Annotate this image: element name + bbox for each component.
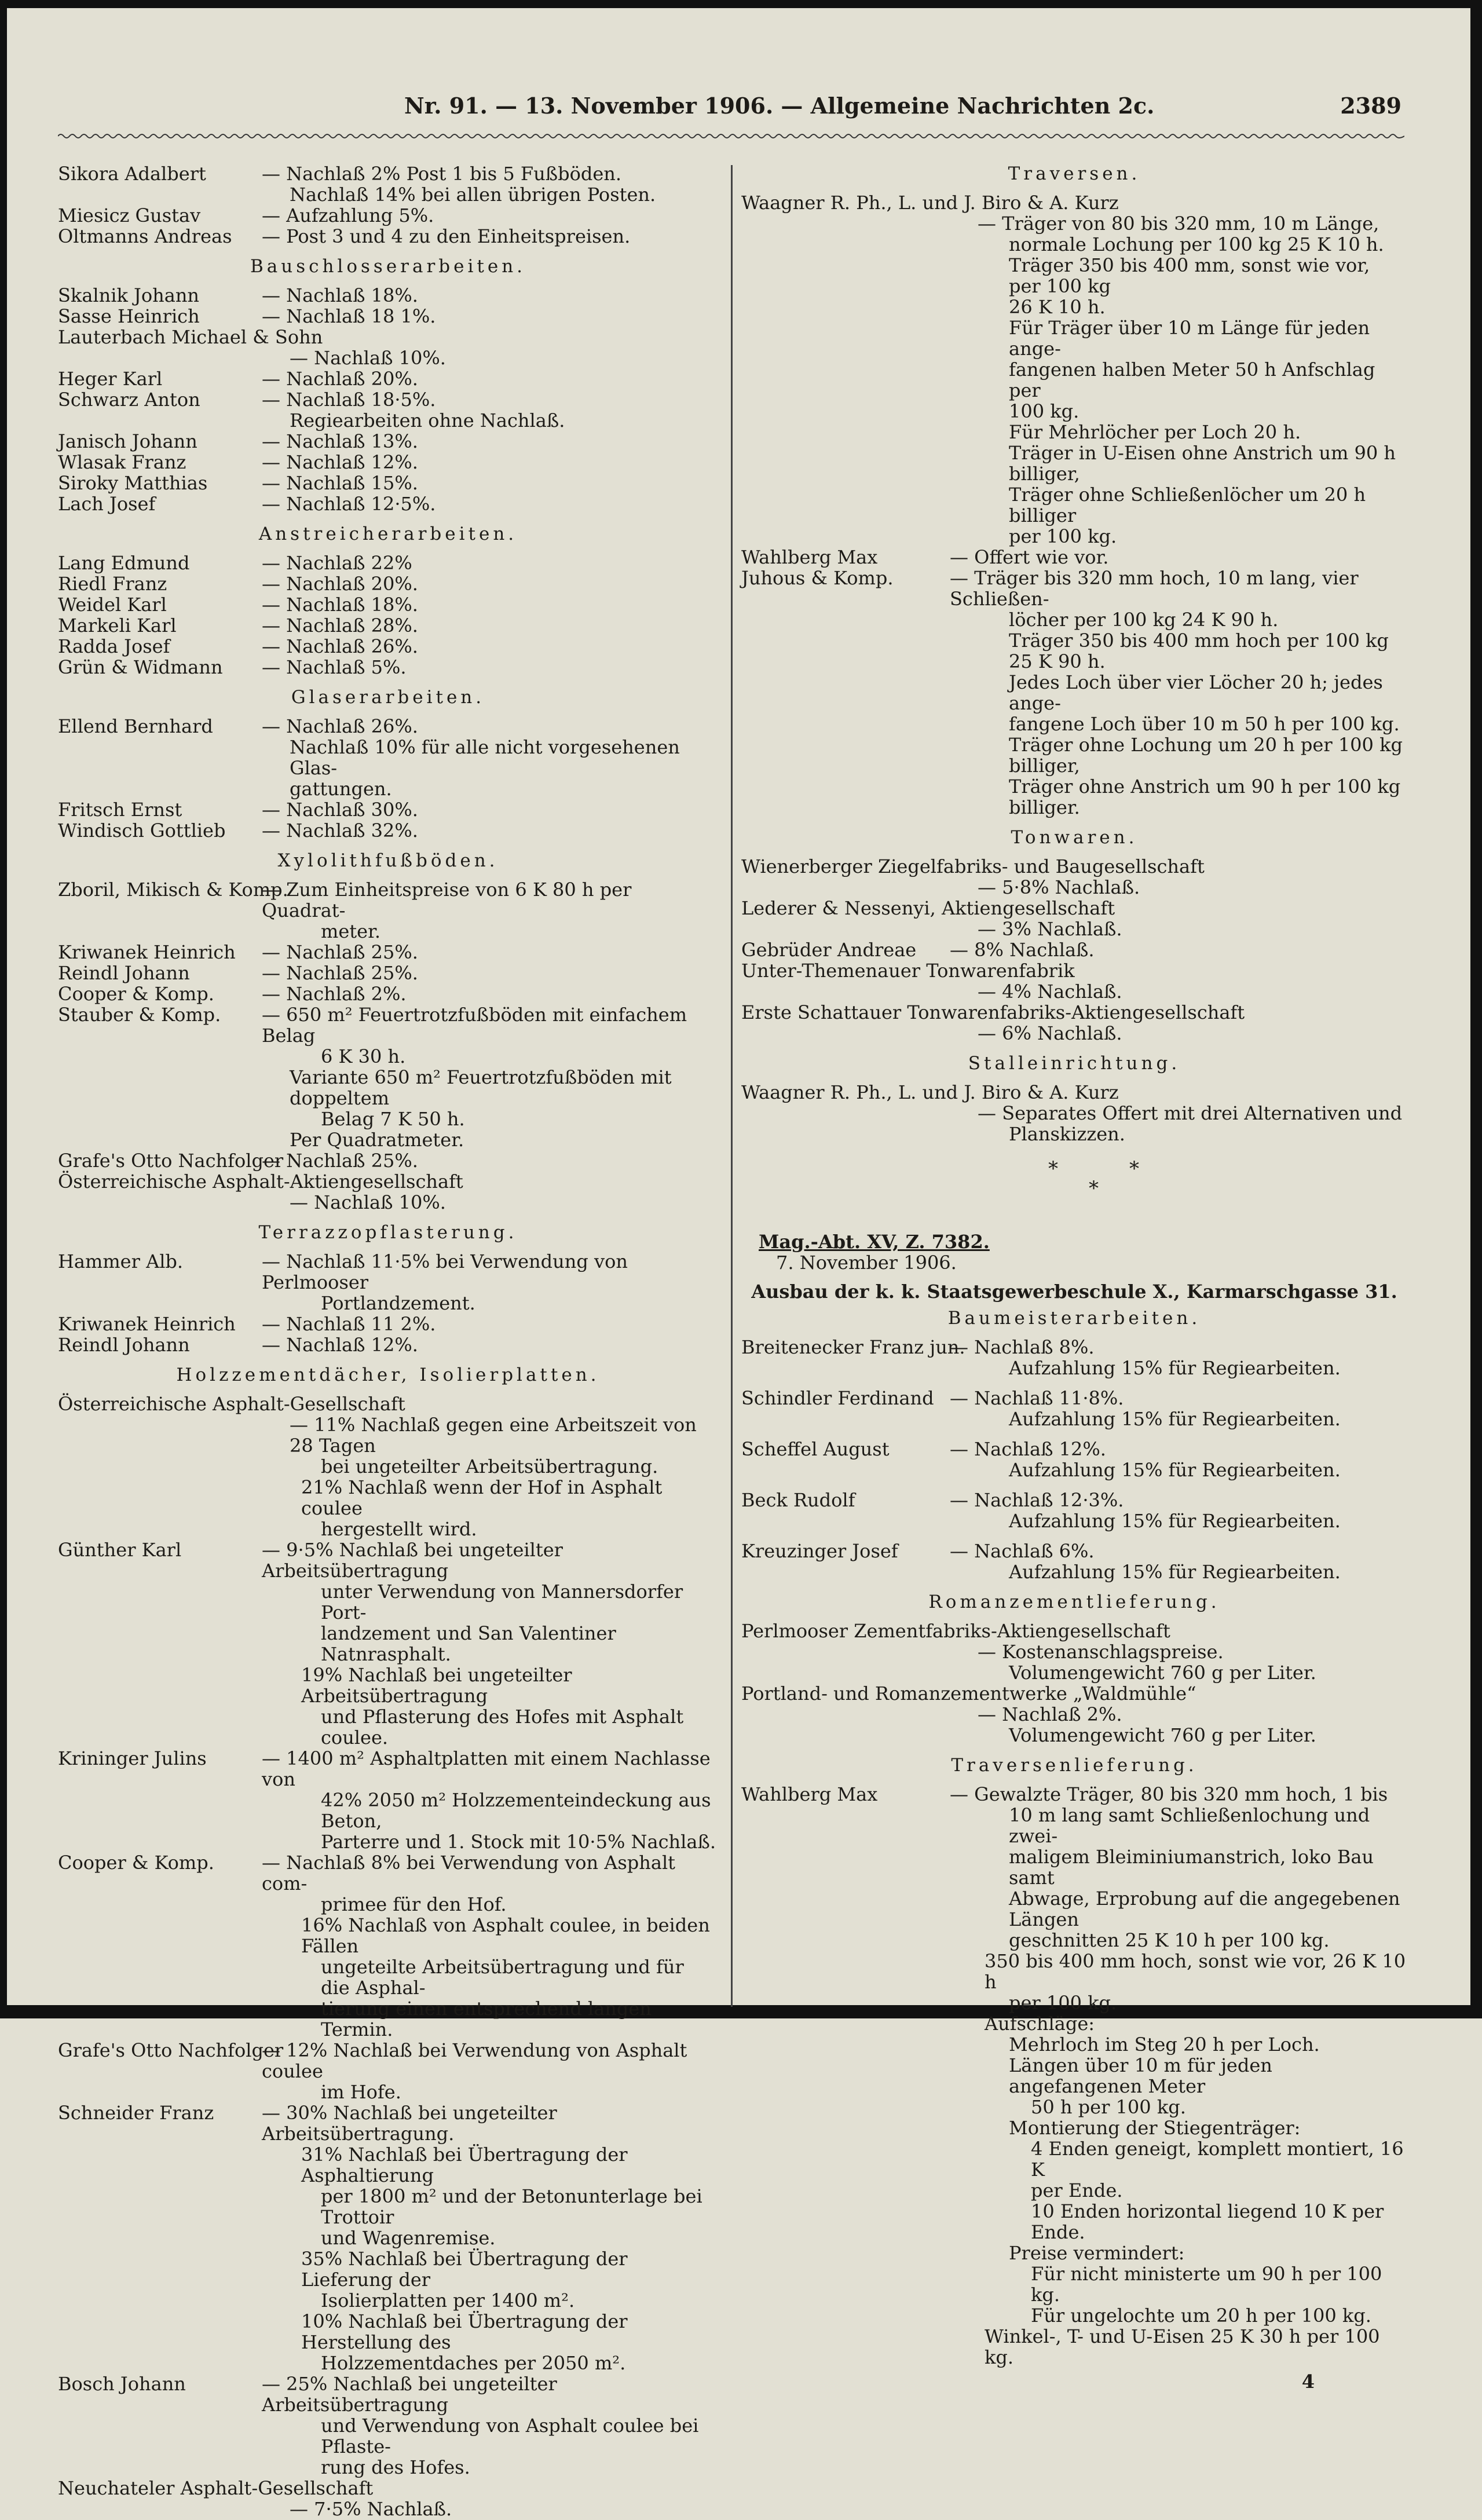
list-item <box>58 716 718 737</box>
bidder-name: Stauber & Komp. <box>58 1004 221 1026</box>
bid-text: — Nachlaß 22% <box>262 552 412 574</box>
section-heading: Terrazzopflasterung. <box>258 1222 518 1243</box>
bid-text: 25 K 90 h. <box>1009 650 1106 672</box>
bid-text: 31% Nachlaß bei Übertragung der Asphaltierung <box>301 2144 628 2186</box>
bid-text: löcher per 100 kg 24 K 90 h. <box>1009 609 1279 631</box>
bid-text: im Hofe. <box>321 2081 401 2103</box>
list-item <box>741 1541 1407 1561</box>
bid-text: 10 m lang samt Schließenlochung und zwei- <box>1009 1804 1370 1847</box>
bid-text: — Nachlaß 20%. <box>262 368 418 390</box>
list-item <box>58 452 718 473</box>
bid-text: — Nachlaß 25%. <box>262 941 418 963</box>
bid-text: — Nachlaß 6%. <box>950 1540 1095 1562</box>
bid-text: maligem Bleiminiumanstrich, loko Bau samt <box>1009 1846 1374 1889</box>
bid-text: 10 Enden horizontal liegend 10 K per Ende. <box>1031 2200 1384 2243</box>
bid-text: primee für den Hof. <box>321 1893 507 1915</box>
bid-text: — 3% Nachlaß. <box>978 918 1122 940</box>
bid-text: — Nachlaß 26%. <box>262 635 418 657</box>
bid-text: rung des Hofes. <box>321 2456 470 2478</box>
bidder-name: Skalnik Johann <box>58 284 200 306</box>
asterism <box>741 1158 1407 1210</box>
section-heading: Anstreicherarbeiten. <box>258 524 518 544</box>
bid-text: meter. <box>321 920 381 942</box>
bid-text: Nachlaß 14% bei allen übrigen Posten. <box>290 184 656 206</box>
bid-text: Regiearbeiten ohne Nachlaß. <box>290 409 565 431</box>
list-item <box>58 1852 718 1894</box>
bid-text: per 100 kg. <box>1009 525 1117 547</box>
bidder-name: Scheffel August <box>741 1438 890 1460</box>
bidder-name: Zboril, Mikisch & Komp. <box>58 879 288 901</box>
bid-text: — Nachlaß 18%. <box>262 594 418 616</box>
bidder-name: Miesicz Gustav <box>58 204 201 226</box>
bidder-name: Gebrüder Andreae <box>741 939 917 961</box>
bid-text: — Nachlaß 10%. <box>290 347 446 369</box>
bidder-name: Österreichische Asphalt-Gesellschaft <box>58 1393 405 1415</box>
list-item <box>58 389 718 410</box>
list-item <box>58 820 718 841</box>
bid-text: — 9·5% Nachlaß bei ungeteilter Arbeitsübertragung <box>262 1539 563 1582</box>
bidder-name: Lach Josef <box>58 493 156 515</box>
bid-text: — Gewalzte Träger, 80 bis 320 mm hoch, 1 bis <box>950 1783 1388 1805</box>
header-page-number: 2389 <box>1340 93 1402 119</box>
bid-text: — Nachlaß 12·3%. <box>950 1489 1124 1511</box>
bid-text: per 1800 m² und der Betonunterlage bei Trottoir <box>321 2185 702 2228</box>
bid-text: — Nachlaß 25%. <box>262 962 418 984</box>
bid-text: fangenen halben Meter 50 h Anfschlag per <box>1009 359 1375 401</box>
section-heading: Baumeisterarbeiten. <box>947 1308 1201 1329</box>
bid-text: — 1400 m² Asphaltplatten mit einem Nachlasse von <box>262 1747 711 1790</box>
list-item <box>58 285 718 306</box>
bid-text: — Nachlaß 11 2%. <box>262 1313 436 1335</box>
bidder-name: Juhous & Komp. <box>741 567 894 589</box>
list-item <box>741 1337 1407 1358</box>
bid-text: ungeteilte Arbeitsübertragung und für die Asphal- <box>321 1956 684 1999</box>
bid-text: — Nachlaß 18%. <box>262 284 418 306</box>
bid-text: Parterre und 1. Stock mit 10·5% Nachlaß. <box>321 1831 716 1853</box>
list-item <box>58 657 718 678</box>
bid-text: — Nachlaß 8% bei Verwendung von Asphalt com- <box>262 1852 676 1894</box>
bid-text: — Separates Offert mit drei Alternativen und <box>978 1102 1403 1124</box>
bid-text: 21% Nachlaß wenn der Hof in Asphalt coulee <box>301 1476 663 1519</box>
bidder-name: Weidel Karl <box>58 594 167 616</box>
bidder-name: Grafe's Otto Nachfolger <box>58 2039 284 2061</box>
bid-text: — Nachlaß 20%. <box>262 573 418 595</box>
bid-text: Träger ohne Anstrich um 90 h per 100 kg billiger. <box>1009 776 1401 818</box>
bidder-name: Unter-Themenauer Tonwarenfabrik <box>741 960 1075 982</box>
bid-text: 10% Nachlaß bei Übertragung der Herstellung des <box>301 2310 628 2353</box>
bidder-name: Schneider Franz <box>58 2102 214 2124</box>
section-heading: Xylolithfußböden. <box>277 850 499 871</box>
bid-text: Träger ohne Schließenlöcher um 20 h billiger <box>1009 484 1366 526</box>
right-column <box>741 163 1407 2392</box>
bid-text: 35% Nachlaß bei Übertragung der Lieferung der <box>301 2248 628 2291</box>
list-item <box>58 1004 718 1046</box>
bid-text: — Nachlaß 2%. <box>262 983 407 1005</box>
bidder-name: Fritsch Ernst <box>58 799 182 821</box>
bid-text: unter Verwendung von Mannersdorfer Port- <box>321 1581 683 1623</box>
department-reference: Mag.-Abt. XV, Z. 7382. <box>759 1231 990 1253</box>
section-heading: Holzzementdächer, Isolierplatten. <box>176 1365 600 1385</box>
list-item <box>741 1388 1407 1409</box>
left-column <box>58 163 718 2519</box>
bid-text: — 650 m² Feuertrotzfußböden mit einfachem Belag <box>262 1004 687 1047</box>
header-title: Nr. 91. — 13. November 1906. — Allgemeine Nachrichten 2c. <box>404 93 1155 119</box>
bid-text: — 30% Nachlaß bei ungeteilter Arbeitsübertragung. <box>262 2102 557 2145</box>
list-item <box>58 636 718 657</box>
list-item <box>58 493 718 514</box>
list-item <box>58 963 718 983</box>
list-item <box>58 983 718 1004</box>
bid-text: 19% Nachlaß bei ungeteilter Arbeitsübertragung <box>301 1664 572 1707</box>
bid-text: Variante 650 m² Feuertrotzfußböden mit doppeltem <box>290 1066 672 1109</box>
bid-text: 4 Enden geneigt, komplett montiert, 16 K <box>1031 2138 1404 2181</box>
bid-text: tierung einen entsprechend langen Termin. <box>321 1998 652 2040</box>
list-item <box>58 1251 718 1293</box>
bid-text: — Offert wie vor. <box>950 546 1109 568</box>
bid-text: Für Träger über 10 m Länge für jeden ange- <box>1009 317 1370 360</box>
scan-border-right <box>1470 0 1482 2018</box>
bid-text: Isolierplatten per 1400 m². <box>321 2289 575 2311</box>
bid-text: Träger ohne Lochung um 20 h per 100 kg billiger, <box>1009 734 1403 777</box>
column-divider <box>731 165 733 2007</box>
notice-date: 7. November 1906. <box>776 1252 957 1274</box>
bid-text: — Zum Einheitspreise von 6 K 80 h per Quadrat- <box>262 879 632 921</box>
bid-text: — Post 3 und 4 zu den Einheitspreisen. <box>262 225 631 247</box>
bid-text: 100 kg. <box>1009 400 1080 422</box>
bidder-name: Lauterbach Michael & Sohn <box>58 326 323 348</box>
bid-text: 6 K 30 h. <box>321 1045 406 1067</box>
bid-text: — Nachlaß 2% Post 1 bis 5 Fußböden. <box>262 163 622 185</box>
section-heading: Traversen. <box>1008 163 1141 184</box>
bid-text: — Nachlaß 28%. <box>262 615 418 637</box>
bid-text: Volumengewicht 760 g per Liter. <box>1009 1662 1316 1684</box>
bid-text: normale Lochung per 100 kg 25 K 10 h. <box>1009 233 1384 255</box>
list-item <box>58 473 718 493</box>
bid-text: — Nachlaß 12%. <box>262 451 418 473</box>
bid-text: — 11% Nachlaß gegen eine Arbeitszeit von 28 Tagen <box>290 1414 697 1457</box>
bid-text: per 100 kg. <box>1009 1992 1117 2014</box>
bid-text: Aufzahlung 15% für Regiearbeiten. <box>1009 1357 1341 1379</box>
bidder-name: Sikora Adalbert <box>58 163 206 185</box>
bidder-name: Breitenecker Franz jun. <box>741 1336 965 1358</box>
bid-text: — Nachlaß 5%. <box>262 656 407 678</box>
list-item <box>58 879 718 921</box>
list-item <box>58 799 718 820</box>
bidder-name: Cooper & Komp. <box>58 1852 214 1874</box>
bidder-name: Wahlberg Max <box>741 546 878 568</box>
bid-text: Träger 350 bis 400 mm, sonst wie vor, per 100 kg <box>1009 254 1370 297</box>
bid-text: hergestellt wird. <box>321 1518 477 1540</box>
bidder-name: Grün & Widmann <box>58 656 223 678</box>
bid-text: — Nachlaß 15%. <box>262 472 418 494</box>
bidder-name: Beck Rudolf <box>741 1489 855 1511</box>
bid-text: per Ende. <box>1031 2179 1123 2201</box>
section-heading: Stalleinrichtung. <box>968 1053 1181 1074</box>
bid-text: Aufzahlung 15% für Regiearbeiten. <box>1009 1459 1341 1481</box>
bid-text: Winkel-, T- und U-Eisen 25 K 30 h per 100 kg. <box>985 2325 1380 2368</box>
bid-text: Aufzahlung 15% für Regiearbeiten. <box>1009 1510 1341 1532</box>
list-item <box>741 939 1407 960</box>
bid-text: — 25% Nachlaß bei ungeteilter Arbeitsübertragung <box>262 2373 557 2416</box>
bidder-name: Janisch Johann <box>58 430 197 452</box>
bid-text: landzement und San Valentiner Natnrasphalt. <box>321 1622 616 1665</box>
list-item <box>58 573 718 594</box>
bid-text: — Nachlaß 18 1%. <box>262 305 436 327</box>
bid-text: 26 K 10 h. <box>1009 296 1106 318</box>
bid-text: Aufschläge: <box>985 2013 1095 2035</box>
bid-text: — Träger bis 320 mm hoch, 10 m lang, vier Schließen- <box>950 567 1359 610</box>
bidder-name: Portland- und Romanzementwerke „Waldmühle“ <box>741 1683 1196 1705</box>
bid-text: — Nachlaß 2%. <box>978 1703 1122 1725</box>
bid-text: — Nachlaß 12%. <box>950 1438 1106 1460</box>
bid-text: Planskizzen. <box>1009 1123 1125 1145</box>
bidder-name: Schwarz Anton <box>58 389 200 411</box>
list-item <box>58 2040 718 2082</box>
bid-text: Holzzementdaches per 2050 m². <box>321 2352 626 2374</box>
list-item <box>58 615 718 636</box>
list-item <box>58 368 718 389</box>
bidder-name: Heger Karl <box>58 368 163 390</box>
bid-text: Für Mehrlöcher per Loch 20 h. <box>1009 421 1301 443</box>
scan-border-left <box>0 0 7 2018</box>
asterisk: * <box>1048 1157 1058 1180</box>
section-heading: Traversenlieferung. <box>951 1755 1198 1776</box>
bid-text: Längen über 10 m für jeden angefangenen Meter <box>1009 2054 1272 2097</box>
bidder-name: Lang Edmund <box>58 552 190 574</box>
bidder-name: Radda Josef <box>58 635 170 657</box>
bid-text: — Nachlaß 18·5%. <box>262 389 436 411</box>
list-item <box>741 1784 1407 1805</box>
bidder-name: Österreichische Asphalt-Aktiengesellschaft <box>58 1171 463 1193</box>
bidder-name: Ellend Bernhard <box>58 715 213 737</box>
bidder-name: Erste Schattauer Tonwarenfabriks-Aktiengesellschaft <box>741 1001 1245 1023</box>
list-item <box>58 1150 718 1171</box>
bid-text: Belag 7 K 50 h. <box>321 1108 465 1130</box>
bid-text: — Nachlaß 8%. <box>950 1336 1095 1358</box>
list-item <box>58 2373 718 2415</box>
bid-text: Abwage, Erprobung auf die angegebenen Längen <box>1009 1888 1400 1930</box>
bid-text: — Nachlaß 32%. <box>262 820 418 842</box>
bid-text: und Pflasterung des Hofes mit Asphalt coulee. <box>321 1706 684 1749</box>
bidder-name: Schindler Ferdinand <box>741 1387 934 1409</box>
bidder-name: Grafe's Otto Nachfolger <box>58 1150 284 1172</box>
bid-text: Portlandzement. <box>321 1292 475 1314</box>
list-item <box>741 1439 1407 1460</box>
bidder-name: Wlasak Franz <box>58 451 186 473</box>
bid-text: — Nachlaß 26%. <box>262 715 418 737</box>
section-heading: Bauschlosserarbeiten. <box>250 256 526 277</box>
bid-text: Montierung der Stiegenträger: <box>1009 2117 1301 2139</box>
bidder-name: Wienerberger Ziegelfabriks- und Baugesellschaft <box>741 855 1205 877</box>
bid-text: — Nachlaß 12·5%. <box>262 493 436 515</box>
bid-text: — Nachlaß 30%. <box>262 799 418 821</box>
bid-text: — Nachlaß 13%. <box>262 430 418 452</box>
asterisk: * <box>1129 1157 1139 1180</box>
bid-text: Träger in U-Eisen ohne Anstrich um 90 h billiger, <box>1009 442 1396 485</box>
bid-text: 42% 2050 m² Holzzementeindeckung aus Beton, <box>321 1789 711 1832</box>
footer-number: 4 <box>1301 2371 1315 2393</box>
list-item <box>58 553 718 573</box>
bidder-name: Riedl Franz <box>58 573 167 595</box>
section-heading: Tonwaren. <box>1011 827 1138 848</box>
bid-text: Per Quadratmeter. <box>290 1129 464 1151</box>
bid-text: — Nachlaß 10%. <box>290 1191 446 1213</box>
bid-text: — 4% Nachlaß. <box>978 981 1122 1003</box>
bidder-name: Günther Karl <box>58 1539 182 1561</box>
bid-text: bei ungeteilter Arbeitsübertragung. <box>321 1455 658 1477</box>
bid-text: — Nachlaß 11·8%. <box>950 1387 1124 1409</box>
bidder-name: Perlmooser Zementfabriks-Aktiengesellschaft <box>741 1620 1170 1642</box>
bidder-name: Bosch Johann <box>58 2373 186 2395</box>
asterisk: * <box>1089 1177 1099 1200</box>
bidder-name: Neuchateler Asphalt-Gesellschaft <box>58 2477 374 2499</box>
bid-text: — Nachlaß 12%. <box>262 1334 418 1356</box>
bidder-name: Kriwanek Heinrich <box>58 1313 236 1335</box>
bidder-name: Waagner R. Ph., L. und J. Biro & A. Kurz <box>741 192 1119 214</box>
bid-text: — 6% Nachlaß. <box>978 1022 1122 1044</box>
bidder-name: Reindl Johann <box>58 1334 190 1356</box>
list-item <box>741 1490 1407 1510</box>
bid-text: Aufzahlung 15% für Regiearbeiten. <box>1009 1408 1341 1430</box>
bid-text: und Wagenremise. <box>321 2227 496 2249</box>
bidder-name: Krininger Julins <box>58 1747 207 1769</box>
list-item <box>741 547 1407 568</box>
bid-text: — Träger von 80 bis 320 mm, 10 m Länge, <box>978 213 1379 235</box>
bid-text: — Nachlaß 25%. <box>262 1150 418 1172</box>
bid-text: Für nicht ministerte um 90 h per 100 kg. <box>1031 2263 1382 2306</box>
bid-text: Träger 350 bis 400 mm hoch per 100 kg <box>1009 630 1389 652</box>
bidder-name: Siroky Matthias <box>58 472 208 494</box>
project-title: Ausbau der k. k. Staatsgewerbeschule X., Karmarschgasse 31. <box>751 1281 1397 1303</box>
list-item <box>58 306 718 327</box>
bidder-name: Sasse Heinrich <box>58 305 200 327</box>
bidder-name: Kreuzinger Josef <box>741 1540 898 1562</box>
list-item <box>58 163 718 184</box>
bid-text: fangene Loch über 10 m 50 h per 100 kg. <box>1009 713 1400 735</box>
bidder-name: Reindl Johann <box>58 962 190 984</box>
list-item <box>58 942 718 963</box>
list-item <box>58 594 718 615</box>
bidder-name: Markeli Karl <box>58 615 177 637</box>
bid-text: Preise vermindert: <box>1009 2242 1185 2264</box>
section-heading: Glaserarbeiten. <box>291 687 485 708</box>
bid-text: Jedes Loch über vier Löcher 20 h; jedes ange- <box>1009 671 1383 714</box>
list-item <box>58 226 718 247</box>
bid-text: 350 bis 400 mm hoch, sonst wie vor, 26 K 10 h <box>985 1950 1406 1993</box>
bid-text: — 12% Nachlaß bei Verwendung von Asphalt coulee <box>262 2039 687 2082</box>
bidder-name: Hammer Alb. <box>58 1250 184 1272</box>
bidder-name: Windisch Gottlieb <box>58 820 226 842</box>
bid-text: — 5·8% Nachlaß. <box>978 876 1140 898</box>
list-item <box>58 431 718 452</box>
list-item <box>58 1314 718 1334</box>
list-item <box>58 1334 718 1355</box>
bidder-name: Cooper & Komp. <box>58 983 214 1005</box>
bid-text: — 7·5% Nachlaß. <box>290 2498 452 2520</box>
bid-text: 16% Nachlaß von Asphalt coulee, in beiden Fällen <box>301 1914 710 1957</box>
bid-text: geschnitten 25 K 10 h per 100 kg. <box>1009 1929 1330 1951</box>
header-rule <box>58 132 1404 140</box>
list-item <box>58 1539 718 1581</box>
bid-text: 50 h per 100 kg. <box>1031 2096 1186 2118</box>
bidder-name: Oltmanns Andreas <box>58 225 232 247</box>
bid-text: Für ungelochte um 20 h per 100 kg. <box>1031 2305 1371 2327</box>
bid-text: Mehrloch im Steg 20 h per Loch. <box>1009 2033 1320 2055</box>
scan-border-top <box>0 0 1482 8</box>
bid-text: und Verwendung von Asphalt coulee bei Pflaste- <box>321 2415 699 2457</box>
list-item <box>58 1748 718 1790</box>
bid-text: Aufzahlung 15% für Regiearbeiten. <box>1009 1561 1341 1583</box>
bid-text: — Kostenanschlagspreise. <box>978 1641 1224 1663</box>
bidder-name: Lederer & Nessenyi, Aktiengesellschaft <box>741 897 1115 919</box>
bidder-name: Wahlberg Max <box>741 1783 878 1805</box>
section-heading: Romanzementlieferung. <box>928 1592 1220 1612</box>
bid-text: Nachlaß 10% für alle nicht vorgesehenen Glas- <box>290 736 680 779</box>
bid-text: gattungen. <box>290 778 392 800</box>
bid-text: — 8% Nachlaß. <box>950 939 1095 961</box>
bidder-name: Waagner R. Ph., L. und J. Biro & A. Kurz <box>741 1081 1119 1103</box>
bidder-name: Kriwanek Heinrich <box>58 941 236 963</box>
bid-text: — Aufzahlung 5%. <box>262 204 434 226</box>
list-item <box>741 568 1407 609</box>
list-item <box>58 205 718 226</box>
list-item <box>58 2102 718 2144</box>
bid-text: — Nachlaß 11·5% bei Verwendung von Perlmooser <box>262 1250 628 1293</box>
bid-text: Volumengewicht 760 g per Liter. <box>1009 1724 1316 1746</box>
